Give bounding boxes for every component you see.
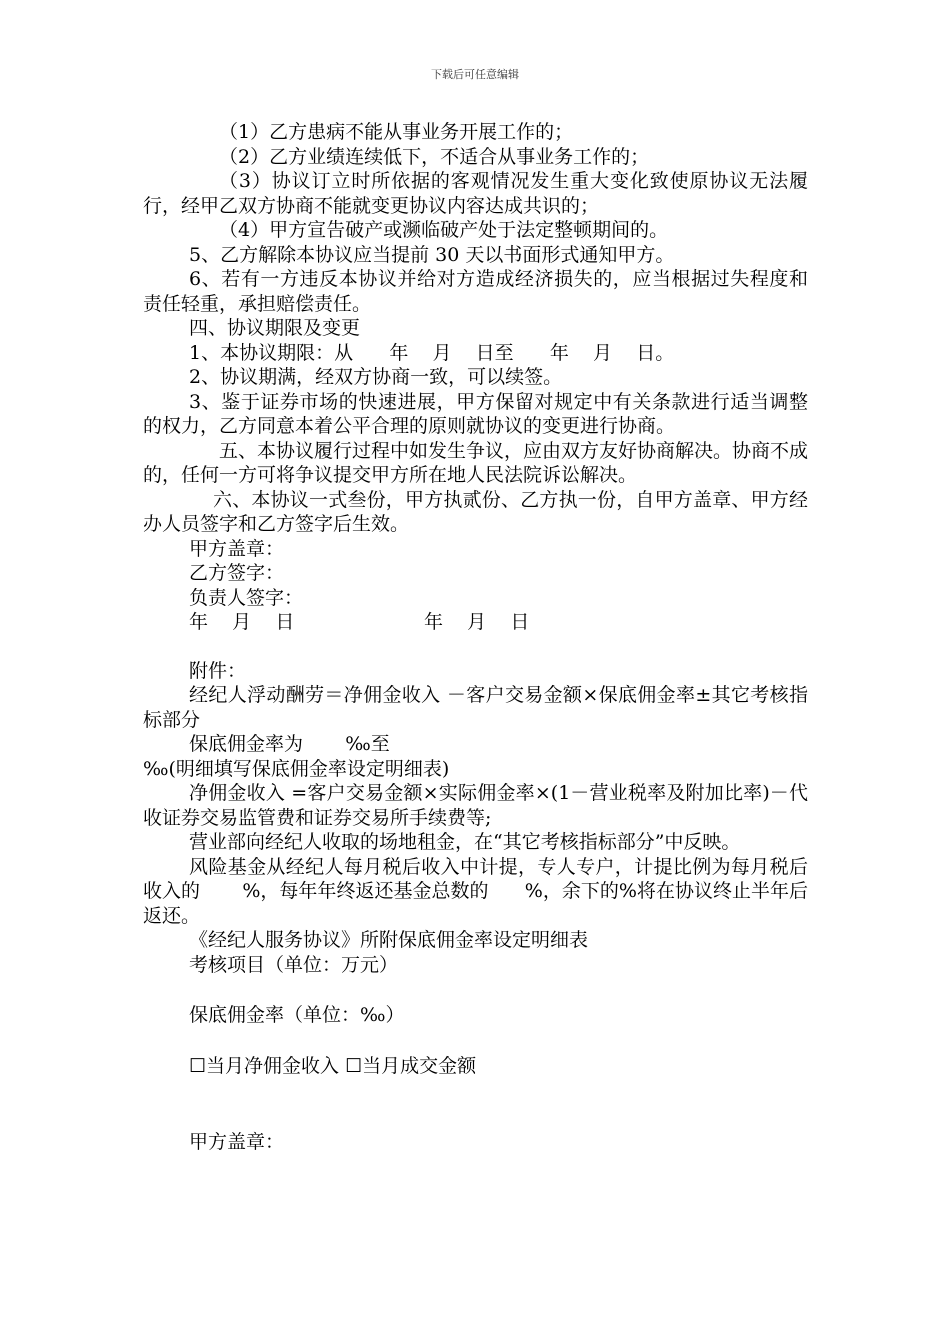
term-clause-2: 2、协议期满，经双方协商一致，可以续签。 — [189, 366, 563, 388]
clause-item-4: （4）甲方宣告破产或濒临破产处于法定整顿期间的。 — [219, 219, 669, 241]
assessment-item-label: 考核项目（单位：万元） — [189, 953, 399, 976]
term-clause-3: 3、鉴于证券市场的快速进展，甲方保留对规定中有关条款进行适当调整的权力，乙方同意本着公平合理的原则就协议的变更进行协商。 — [143, 390, 808, 437]
clause-item-1: （1）乙方患病不能从事业务开展工作的； — [219, 121, 574, 143]
clause-item-2: （2）乙方业绩连续低下，不适合从事业务工作的； — [219, 145, 650, 168]
clause-6: 6、若有一方违反本协议并给对方造成经济损失的，应当根据过失程度和责任轻重，承担赔偿责任。 — [143, 268, 808, 315]
clause-5: 5、乙方解除本协议应当提前 30 天以书面形式通知甲方。 — [189, 243, 675, 266]
checkbox-options[interactable]: ☐当月净佣金收入 ☐当月成交金额 — [189, 1054, 477, 1077]
base-rate-range: 保底佣金率为 ‰至 — [189, 733, 390, 755]
net-commission-formula: 净佣金收入 =客户交易金额×实际佣金率×(1－营业税率及附加比率)－代收证券交易监管费和证券交易所手续费等; — [143, 782, 808, 829]
page-header-note: 下载后可任意编辑 — [431, 68, 519, 81]
section-5: 五、本协议履行过程中如发生争议，应由双方友好协商解决。协商不成的，任何一方可将争议提交甲方所在地人民法院诉讼解决。 — [143, 439, 809, 486]
document-body — [143, 120, 808, 1155]
term-clause-1: 1、本协议期限：从 年 月 日至 年 月 日。 — [189, 341, 675, 364]
base-rate-unit-label: 保底佣金率（单位：‰） — [189, 1004, 405, 1026]
party-b-signature-label: 乙方签字： — [189, 562, 285, 584]
table-title: 《经纪人服务协议》所附保底佣金率设定明细表 — [189, 929, 589, 951]
section-4-heading: 四、协议期限及变更 — [189, 317, 361, 339]
date-left: 年 月 日 — [189, 611, 295, 633]
base-rate-note: ‰(明细填写保底佣金率设定明细表) — [143, 757, 450, 780]
party-a-seal-label: 甲方盖章： — [189, 537, 285, 560]
signature-dates — [143, 610, 808, 635]
responsible-person-signature-label: 负责人签字： — [189, 586, 304, 609]
annex-heading: 附件： — [189, 659, 247, 682]
date-right: 年 月 日 — [424, 611, 530, 633]
section-6: 六、本协议一式叁份，甲方执贰份、乙方执一份，自甲方盖章、甲方经办人员签字和乙方签字后生效。 — [143, 488, 808, 535]
rent-note: 营业部向经纪人收取的场地租金，在“其它考核指标部分”中反映。 — [189, 831, 741, 853]
risk-fund-note: 风险基金从经纪人每月税后收入中计提，专人专户，计提比例为每月税后收入的 %，每年年终返还基金总数的 %，余下的%将在协议终止半年后返还。 — [143, 855, 808, 927]
clause-item-3: （3）协议订立时所依据的客观情况发生重大变化致使原协议无法履行，经甲乙双方协商不能就变更协议内容达成共识的； — [143, 170, 808, 217]
formula-commission: 经纪人浮动酬劳＝净佣金收入 －客户交易金额×保底佣金率±其它考核指标部分 — [143, 684, 808, 731]
party-a-seal-label-bottom: 甲方盖章： — [189, 1131, 285, 1153]
